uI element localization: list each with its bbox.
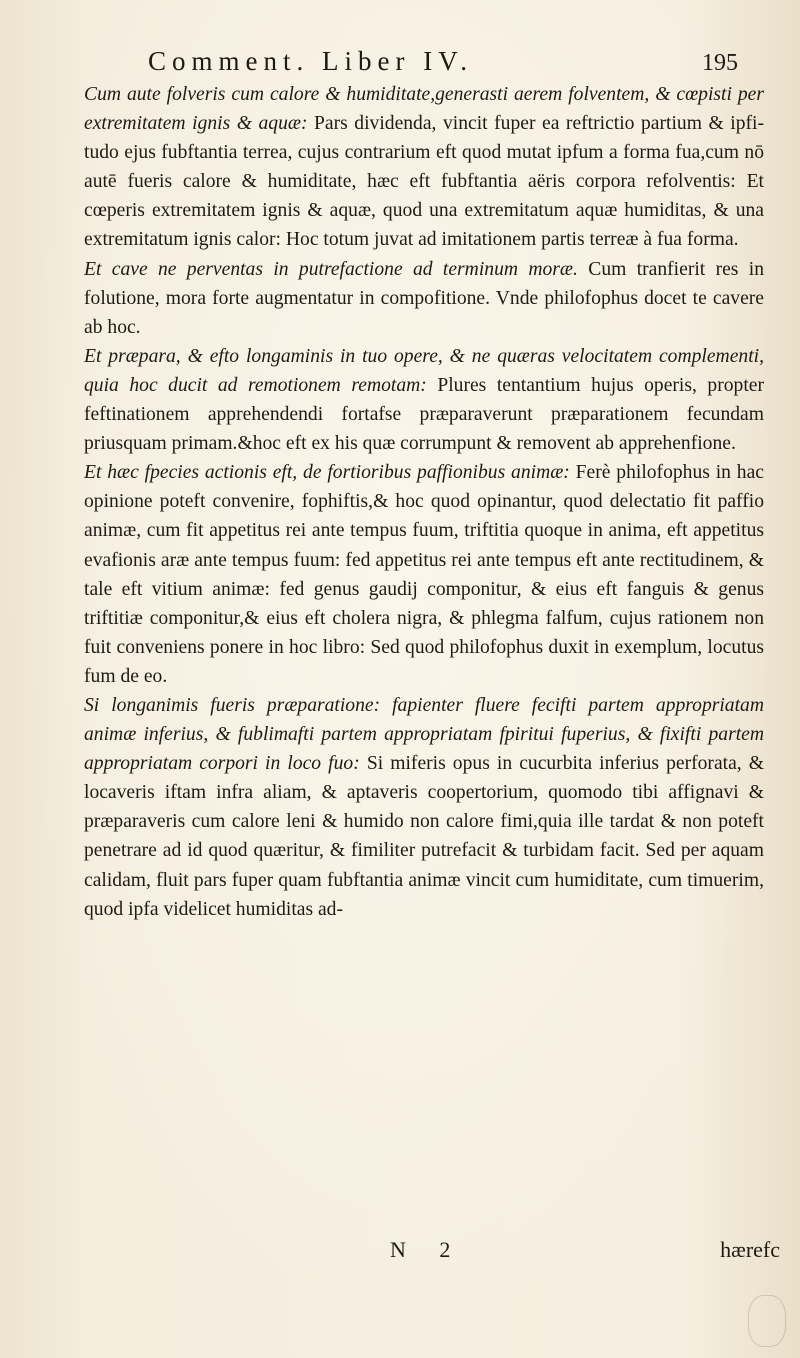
paragraph (84, 80, 764, 255)
lemma: Et præpara, & efto longaminis in tuo opere, & ne quæras velocitatem complementi, quia hoc ducit ad remotionem remotam: (84, 345, 764, 396)
signature-mark: N 2 (390, 1237, 465, 1262)
page-header (148, 46, 738, 82)
gloss: Plures tentantium hujus operis, propter feftinationem apprehendendi fortafse præparaverunt præparationem fecundam priusquam primam.&hoc eft ex his quæ corrumpunt & removent ab apprehenfione. (84, 374, 764, 455)
gloss: Cum tranfierit res in folutione, mora forte augmentatur in compofitione. Vnde philofophus docet te cavere ab hoc. (84, 258, 764, 338)
lemma: Si longanimis fueris præparatione: fapienter fluere fecifti partem appropriatam animæ inferius, & fublimafti partem appropriatam fpiritui fuperius, & fixifti partem appropriatam corpori in loco fuo: (84, 694, 764, 775)
lemma: Cum aute folveris cum calore & humiditate,generasti aerem folventem, & cœpisti per extremitatem ignis & aquæ: (84, 84, 764, 135)
lemma: Et hæc fpecies actionis eft, de fortioribus paffionibus animæ: (84, 462, 570, 484)
commentary-text (84, 80, 764, 924)
page-footer (390, 1237, 780, 1267)
catchword: hærefc (720, 1237, 780, 1262)
paragraph (84, 458, 764, 691)
page-number: 195 (702, 50, 738, 76)
paragraph (84, 255, 764, 342)
gloss: Ferè philofophus in hac opinione poteft convenire, fophiftis,& hoc quod opinantur, quod delectatio fit paffio animæ, cum fit appetitus rei ante tempus fuum, triftitia quoque in anima, eft appetitus evafionis aræ ante tempus fuum: fed appetitus rei ante tempus eft ante rectitudinem, & tale eft vitium animæ: fed genus gaudij componitur, & eius eft fanguis & genus triftitiæ componitur,& eius eft cholera nigra, & phlegma falfum, cujus rationem non fuit conveniens ponere in hoc libro: Sed quod philofophus duxit in exemplum, locutus fum de eo. (84, 462, 764, 687)
paragraph (84, 342, 764, 458)
paragraph (84, 691, 764, 924)
running-head: Comment. Liber IV. (148, 46, 473, 76)
gloss: Si miferis opus in cucurbita inferius perforata, & locaveris iftam infra aliam, & aptaveris coopertorium, quomodo tibi affignavi & præparaveris cum calore leni & humido non calore fimi,quia ille tardat & non poteft penetrare ad id quod quæritur, & fimiliter putrefacit & turbidam facit. Sed per aquam calidam, fluit pars fuper quam fubftantia animæ vincit cum humiditate, cum timuerim, quod ipfa videlicet humiditas ad- (84, 753, 764, 920)
gloss: Pars dividenda, vincit fuper ea reftrictio partium & ipfi-tudo ejus fubftantia terrea, cujus contrarium eft quod mutat ipfum a forma fua,cum nō autē fueris calore & humiditate, hæc eft fubftantia aëris corpora refolventis: Et cœperis extremitatem ignis & aquæ, quod una extremitatum aquæ humiditas, & una extremitatum ignis calor: Hoc totum juvat ad imitationem partis terreæ à fua forma. (84, 113, 764, 251)
paper-stain (748, 1295, 786, 1347)
lemma: Et cave ne perventas in putrefactione ad terminum moræ. (84, 258, 578, 280)
